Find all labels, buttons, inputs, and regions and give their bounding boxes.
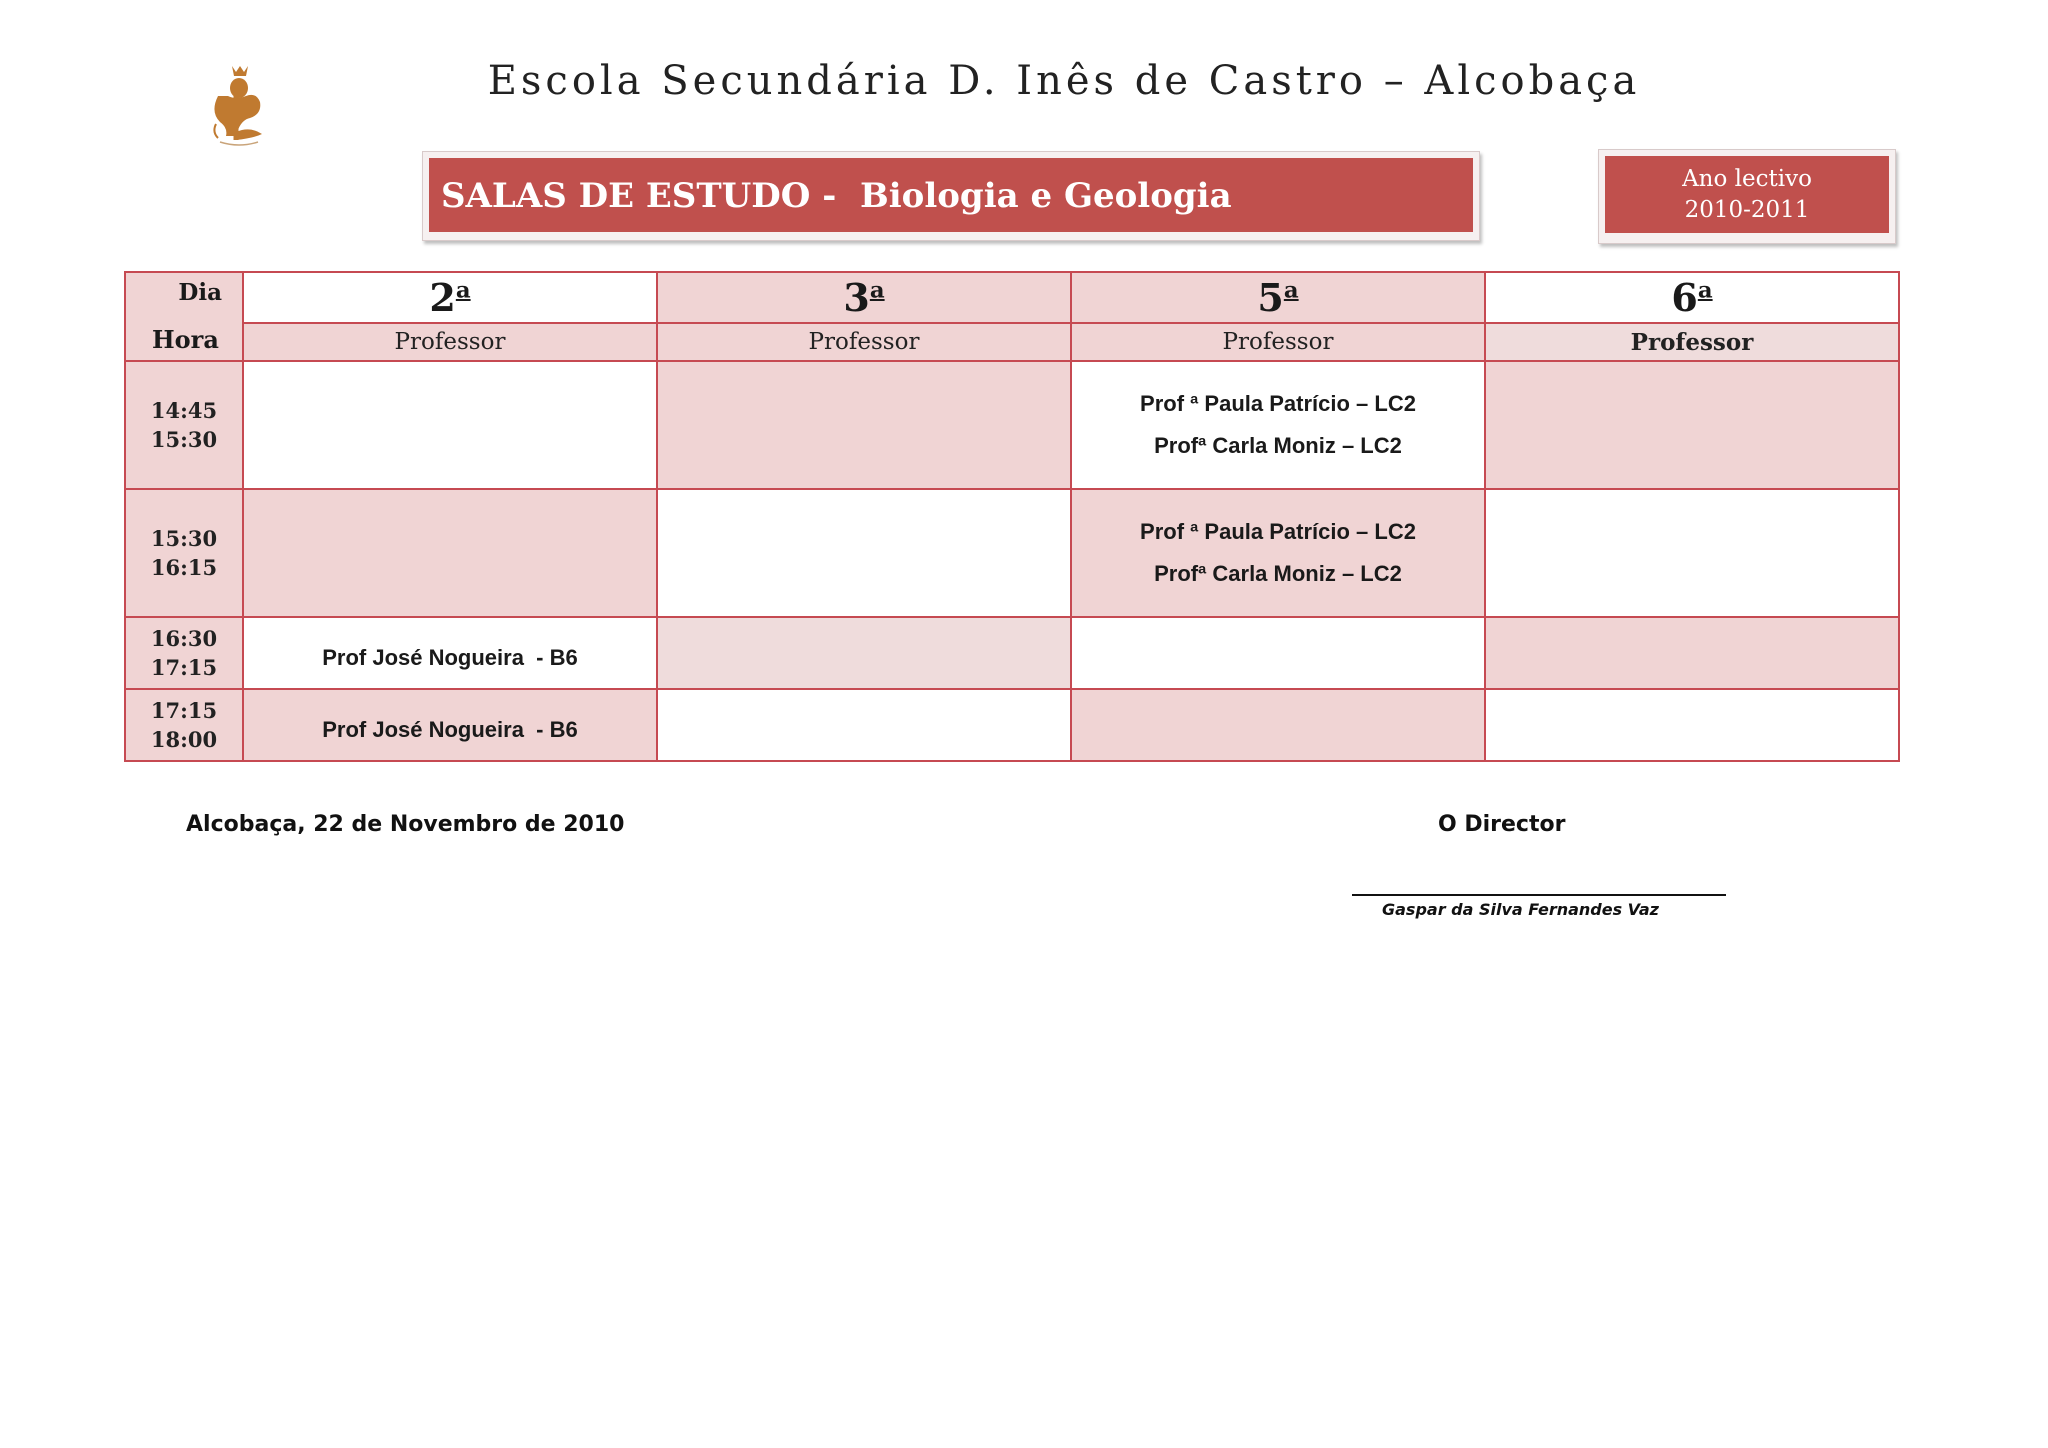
professor-header: Professor [1485, 323, 1899, 361]
schedule-cell [1071, 689, 1485, 761]
time-slot: 15:30 16:15 [125, 489, 243, 617]
year-value: 2010-2011 [1684, 197, 1810, 223]
time-slot: 16:30 17:15 [125, 617, 243, 689]
table-row [125, 489, 1899, 617]
year-label: Ano lectivo [1682, 166, 1812, 192]
signature-line [1352, 894, 1726, 896]
schedule-cell [657, 489, 1071, 617]
schedule-cell: Prof José Nogueira - B6 [243, 689, 657, 761]
day-header-segunda: 2$^a$ [243, 272, 657, 323]
professor-header: Professor [657, 323, 1071, 361]
schedule-cell [1485, 489, 1899, 617]
school-name: Escola Secundária D. Inês de Castro – Alcobaça [487, 58, 1641, 104]
corner-dia-label: Dia [178, 279, 222, 306]
schedule-cell [1071, 617, 1485, 689]
director-title: O Director [1438, 812, 1566, 837]
schedule-cell: Prof ª Paula Patrício – LC2 Profª Carla Moniz – LC2 [1071, 361, 1485, 489]
corner-hora-label: Hora [152, 325, 219, 354]
day-header-quinta: 5$^a$ [1071, 272, 1485, 323]
schedule-cell [1485, 617, 1899, 689]
title-banner [422, 151, 1480, 241]
day-header-terca: 3$^a$ [657, 272, 1071, 323]
place-date: Alcobaça, 22 de Novembro de 2010 [186, 812, 625, 837]
day-header-sexta: 6$^a$ [1485, 272, 1899, 323]
schedule-cell [243, 489, 657, 617]
table-row [125, 617, 1899, 689]
time-slot: 14:45 15:30 [125, 361, 243, 489]
professor-header: Professor [1071, 323, 1485, 361]
schedule-cell: Prof José Nogueira - B6 [243, 617, 657, 689]
professor-header: Professor [243, 323, 657, 361]
banner-title: SALAS DE ESTUDO - Biologia e Geologia [429, 158, 1473, 232]
director-name: Gaspar da Silva Fernandes Vaz [1382, 900, 1659, 919]
schedule-cell [243, 361, 657, 489]
schedule-cell [657, 617, 1071, 689]
school-year-box [1598, 149, 1896, 244]
schedule-cell [1485, 361, 1899, 489]
schedule-table [124, 271, 1900, 762]
schedule-cell [657, 361, 1071, 489]
corner-cell [125, 272, 243, 361]
schedule-cell: Prof ª Paula Patrício – LC2 Profª Carla Moniz – LC2 [1071, 489, 1485, 617]
schedule-cell [1485, 689, 1899, 761]
schedule-cell [657, 689, 1071, 761]
table-row [125, 689, 1899, 761]
time-slot: 17:15 18:00 [125, 689, 243, 761]
table-row [125, 361, 1899, 489]
